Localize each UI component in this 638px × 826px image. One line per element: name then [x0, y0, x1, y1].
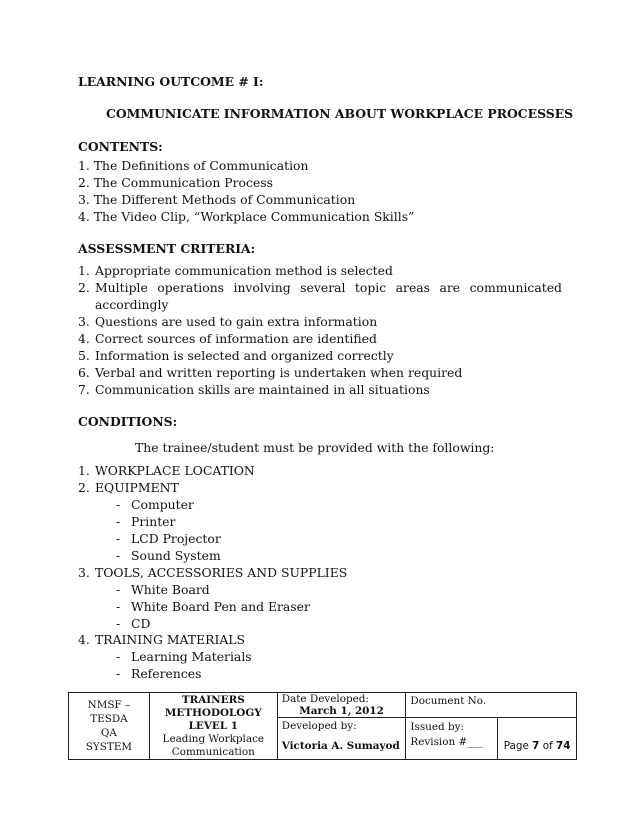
- outcome-title: COMMUNICATE INFORMATION ABOUT WORKPLACE PROCESSES: [106, 106, 574, 121]
- revision-label: Revision #___: [410, 736, 483, 748]
- issued-cell: [406, 718, 498, 760]
- dash-bullet: -: [116, 548, 121, 563]
- dash-bullet: -: [116, 582, 121, 597]
- list-item: Correct sources of information are identified: [95, 331, 377, 346]
- list-number: 3.: [78, 565, 90, 580]
- date-value: March 1, 2012: [299, 705, 384, 717]
- org-cell: [69, 693, 150, 760]
- list-item: 2. The Communication Process: [78, 175, 273, 190]
- dash-bullet: -: [116, 531, 121, 546]
- list-number: 6.: [78, 365, 90, 380]
- sub-item: References: [131, 666, 202, 681]
- developer-name: Victoria A. Sumayod: [281, 740, 400, 752]
- org-line: SYSTEM: [85, 741, 133, 753]
- document-footer-table: [68, 692, 577, 760]
- developer-cell: [277, 718, 406, 760]
- page-of: of: [539, 739, 557, 752]
- list-item: 1. The Definitions of Communication: [78, 158, 309, 173]
- date-cell: [277, 693, 406, 718]
- org-line: QA: [100, 727, 117, 739]
- course-module: Leading Workplace: [162, 732, 265, 745]
- sub-item: CD: [131, 616, 151, 631]
- page-total: 74: [556, 739, 571, 752]
- dash-bullet: -: [116, 514, 121, 529]
- learning-outcome-heading: LEARNING OUTCOME # I:: [78, 74, 264, 89]
- list-number: 1.: [78, 263, 90, 278]
- list-item: Information is selected and organized correctly: [95, 348, 394, 363]
- dash-bullet: -: [116, 649, 121, 664]
- list-number: 5.: [78, 348, 90, 363]
- docno-label: Document No.: [410, 695, 487, 707]
- list-item: Appropriate communication method is selected: [95, 263, 393, 278]
- sub-item: Sound System: [131, 548, 221, 563]
- course-module: Communication: [171, 745, 255, 758]
- conditions-intro: The trainee/student must be provided with the following:: [135, 440, 495, 455]
- list-item: Multiple operations involving several topic areas are communicated: [95, 280, 562, 295]
- page-prefix: Page: [503, 739, 533, 752]
- dash-bullet: -: [116, 616, 121, 631]
- list-number: 1.: [78, 463, 90, 478]
- list-item: 4. The Video Clip, “Workplace Communication Skills”: [78, 209, 415, 224]
- sub-item: White Board Pen and Eraser: [131, 599, 310, 614]
- list-item: EQUIPMENT: [95, 480, 179, 495]
- page-current: 7: [532, 739, 540, 752]
- list-number: 2.: [78, 280, 90, 295]
- developed-label: Developed by:: [281, 720, 357, 732]
- sub-item: LCD Projector: [131, 531, 221, 546]
- sub-item: Computer: [131, 497, 194, 512]
- org-line: NMSF –: [87, 699, 131, 711]
- course-level: LEVEL 1: [188, 719, 238, 732]
- list-number: 2.: [78, 480, 90, 495]
- dash-bullet: -: [116, 497, 121, 512]
- issued-label: Issued by:: [410, 721, 464, 733]
- course-title: METHODOLOGY: [164, 706, 262, 719]
- list-item-continuation: accordingly: [95, 297, 169, 312]
- sub-item: Printer: [131, 514, 176, 529]
- list-item: Communication skills are maintained in all situations: [95, 382, 430, 397]
- org-line: TESDA: [90, 713, 128, 725]
- list-item: TRAINING MATERIALS: [95, 632, 246, 647]
- date-label: Date Developed:: [281, 693, 369, 705]
- dash-bullet: -: [116, 599, 121, 614]
- contents-heading: CONTENTS:: [78, 139, 163, 154]
- list-number: 4.: [78, 632, 90, 647]
- assessment-heading: ASSESSMENT CRITERIA:: [78, 241, 256, 256]
- page-number-cell: [498, 718, 577, 760]
- course-cell: [149, 693, 277, 760]
- sub-item: White Board: [131, 582, 210, 597]
- dash-bullet: -: [116, 666, 121, 681]
- list-item: Verbal and written reporting is undertaken when required: [95, 365, 463, 380]
- list-item: TOOLS, ACCESSORIES AND SUPPLIES: [95, 565, 348, 580]
- docno-cell: [406, 693, 577, 718]
- list-number: 7.: [78, 382, 90, 397]
- list-number: 4.: [78, 331, 90, 346]
- conditions-heading: CONDITIONS:: [78, 414, 178, 429]
- course-title: TRAINERS: [181, 693, 245, 706]
- sub-item: Learning Materials: [131, 649, 252, 664]
- list-number: 3.: [78, 314, 90, 329]
- list-item: WORKPLACE LOCATION: [95, 463, 255, 478]
- list-item: 3. The Different Methods of Communication: [78, 192, 356, 207]
- list-item: Questions are used to gain extra information: [95, 314, 378, 329]
